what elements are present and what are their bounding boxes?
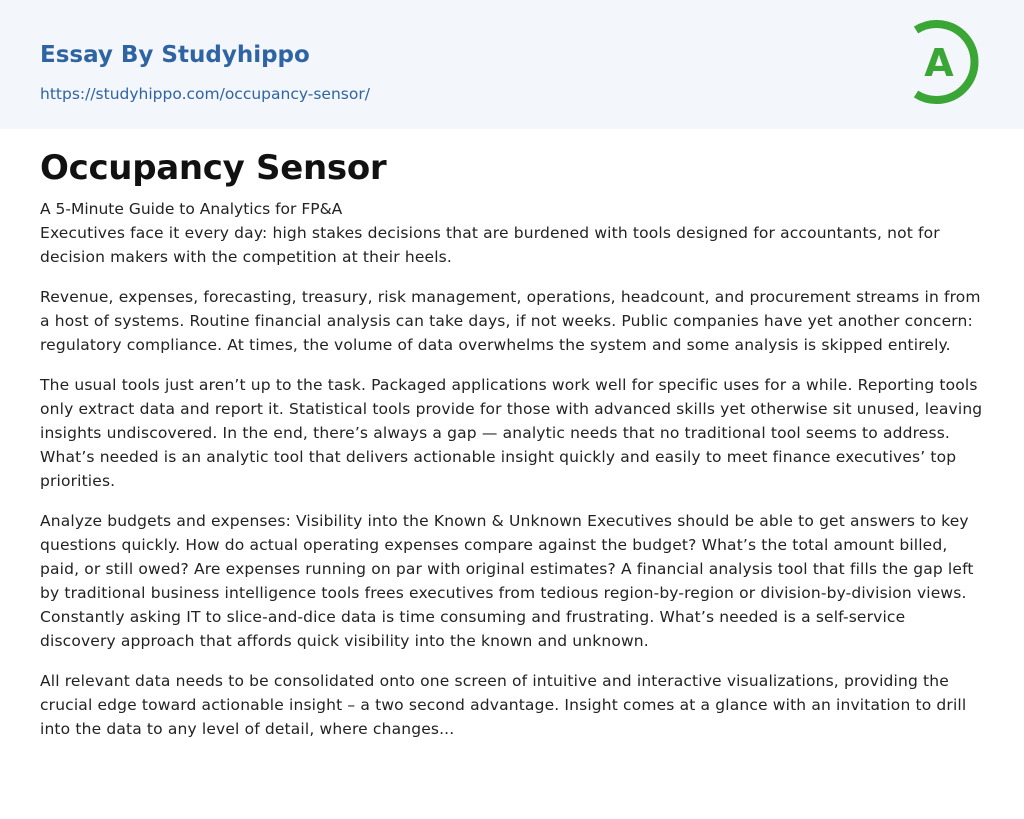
article-paragraph: All relevant data needs to be consolidated onto one screen of intuitive and interactive visualizations, providing the crucial edge toward actionable insight – a two second advantage. Insight comes at a glance with an invitation to drill into the data to any level of detail, where changes... [40, 672, 967, 738]
site-brand[interactable]: Essay By Studyhippo [40, 42, 310, 68]
article-paragraph: The usual tools just aren’t up to the task. Packaged applications work well for specific uses for a while. Reporting tools only extract data and report it. Statistical tools provide for those with advanced skills yet otherwise sit unused, leaving insights undiscovered. In the end, there’s always a gap — analytic needs that no traditional tool seems to address. What’s needed is an analytic tool that delivers actionable insight quickly and easily to meet finance executives’ top priorities. [40, 376, 983, 490]
logo-letter: A [924, 41, 954, 85]
essay-url-link[interactable]: https://studyhippo.com/occupancy-sensor/ [40, 85, 370, 103]
article-paragraph: Analyze budgets and expenses: Visibility into the Known & Unknown Executives should be able to get answers to key questions quickly. How do actual operating expenses compare against the budget? What’s the total amount billed, paid, or still owed? Are expenses running on par with original estimates? A financial analysis tool that fills the gap left by traditional business intelligence tools frees executives from tedious region-by-region or division-by-division views. Constantly asking IT to slice-and-dice data is time consuming and frustrating. What’s needed is a self-service discovery approach that affords quick visibility into the known and unknown. [40, 512, 974, 650]
article-subtitle: A 5-Minute Guide to Analytics for FP&A [40, 200, 343, 218]
article-paragraph: Revenue, expenses, forecasting, treasury, risk management, operations, headcount, and procurement streams in from a host of systems. Routine financial analysis can take days, if not weeks. Public companies have yet another concern: regulatory compliance. At times, the volume of data overwhelms the system and some analysis is skipped entirely. [40, 288, 981, 354]
studyhippo-logo-icon[interactable] [894, 18, 986, 106]
article [40, 146, 984, 757]
site-header [0, 0, 1024, 129]
article-paragraph: Executives face it every day: high stakes decisions that are burdened with tools designed for accountants, not for decision makers with the competition at their heels. [40, 224, 940, 266]
page-title: Occupancy Sensor [40, 148, 387, 188]
